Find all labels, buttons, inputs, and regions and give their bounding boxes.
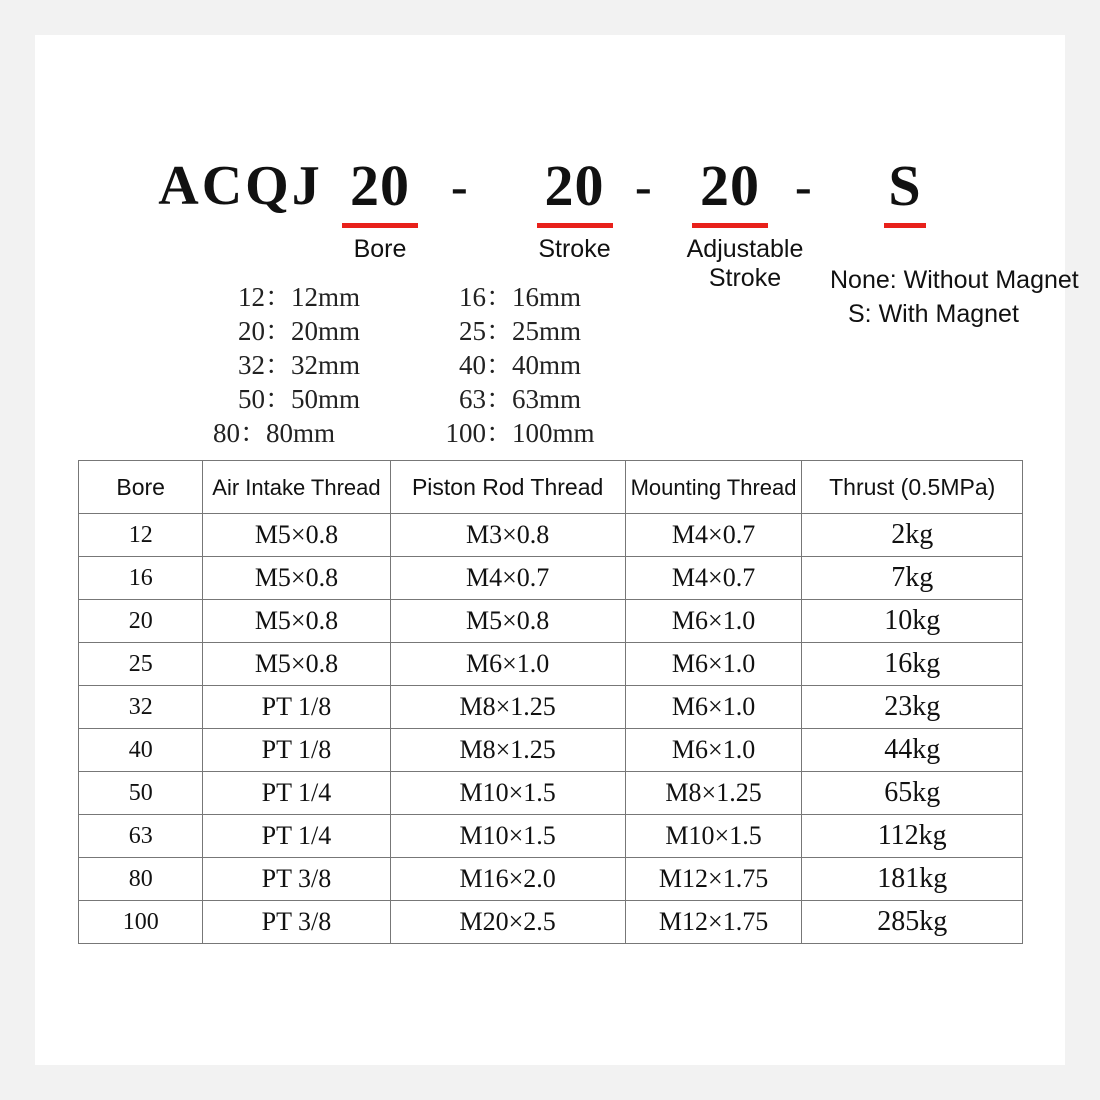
bore-code-1: 32 — [238, 350, 265, 380]
cell-bore: 20 — [79, 600, 203, 643]
column-header-air-intake-thread: Air Intake Thread — [203, 461, 390, 514]
column-header-bore: Bore — [79, 461, 203, 514]
cell-bore: 50 — [79, 772, 203, 815]
code-segment-bore — [325, 153, 435, 264]
code-label-stroke: Stroke — [538, 235, 611, 263]
cell-thrust: 23kg — [802, 686, 1023, 729]
cell-mounting-thread: M6×1.0 — [625, 643, 802, 686]
bore-colon: ： — [265, 282, 292, 312]
bore-code-1: 12 — [238, 282, 265, 312]
bore-colon: ： — [486, 282, 513, 312]
bore-code-1: 80 — [213, 418, 240, 448]
cell-piston-rod-thread: M6×1.0 — [390, 643, 625, 686]
cell-air-intake-thread: PT 1/4 — [203, 772, 390, 815]
cell-mounting-thread: M6×1.0 — [625, 729, 802, 772]
cell-air-intake-thread: PT 1/4 — [203, 815, 390, 858]
table-header — [79, 461, 1023, 514]
bore-option-row — [185, 411, 665, 448]
column-header-piston-rod-thread: Piston Rod Thread — [390, 461, 625, 514]
cell-mounting-thread: M4×0.7 — [625, 557, 802, 600]
bore-colon: ： — [486, 316, 513, 346]
cell-air-intake-thread: PT 1/8 — [203, 686, 390, 729]
bore-code-2: 40 — [459, 350, 486, 380]
cell-thrust: 285kg — [802, 901, 1023, 944]
cell-mounting-thread: M6×1.0 — [625, 600, 802, 643]
code-token-adjustable-stroke: 20 — [700, 153, 760, 218]
cell-air-intake-thread: PT 3/8 — [203, 858, 390, 901]
bore-code-2: 63 — [459, 384, 486, 414]
cell-bore: 63 — [79, 815, 203, 858]
bore-colon: ： — [265, 384, 292, 414]
cell-thrust: 10kg — [802, 600, 1023, 643]
cell-piston-rod-thread: M10×1.5 — [390, 815, 625, 858]
bore-value-2: 63mm — [512, 384, 582, 414]
bore-option-row — [185, 343, 665, 380]
bore-value-1: 80mm — [266, 418, 336, 448]
code-segment-adjustable-stroke — [670, 153, 804, 293]
code-label-adjustable-stroke: Adjustable Stroke — [686, 235, 804, 292]
cell-mounting-thread: M12×1.75 — [625, 901, 802, 944]
magnet-legend-with: S: With Magnet — [848, 300, 1019, 328]
cell-thrust: 44kg — [802, 729, 1023, 772]
bore-option-row — [185, 377, 665, 414]
code-token-stroke: 20 — [544, 153, 605, 218]
cell-mounting-thread: M8×1.25 — [625, 772, 802, 815]
cell-bore: 80 — [79, 858, 203, 901]
bore-colon: ： — [486, 350, 513, 380]
cell-mounting-thread: M10×1.5 — [625, 815, 802, 858]
cell-thrust: 7kg — [802, 557, 1023, 600]
code-segment-stroke — [517, 153, 632, 264]
cell-air-intake-thread: M5×0.8 — [203, 514, 390, 557]
code-underline-stroke — [537, 223, 613, 228]
table-row — [79, 858, 1023, 901]
magnet-legend — [830, 263, 1079, 331]
cell-piston-rod-thread: M10×1.5 — [390, 772, 625, 815]
bore-colon: ： — [265, 350, 292, 380]
cell-thrust: 65kg — [802, 772, 1023, 815]
cell-piston-rod-thread: M20×2.5 — [390, 901, 625, 944]
table-body — [79, 514, 1023, 944]
code-dash-3: - — [795, 158, 812, 214]
bore-code-1: 50 — [238, 384, 265, 414]
code-underline-adjustable-stroke — [692, 223, 768, 228]
bore-colon: ： — [486, 384, 513, 414]
cell-thrust: 2kg — [802, 514, 1023, 557]
bore-value-1: 50mm — [291, 384, 361, 414]
magnet-legend-none: None: Without Magnet — [830, 266, 1079, 294]
cell-piston-rod-thread: M8×1.25 — [390, 686, 625, 729]
code-token-prefix: ACQJ — [158, 155, 323, 217]
bore-option-row — [185, 309, 665, 346]
cell-piston-rod-thread: M4×0.7 — [390, 557, 625, 600]
bore-code-2: 25 — [459, 316, 486, 346]
bore-value-1: 32mm — [291, 350, 361, 380]
table-row — [79, 729, 1023, 772]
cell-thrust: 112kg — [802, 815, 1023, 858]
code-token-bore: 20 — [350, 153, 410, 218]
cell-bore: 16 — [79, 557, 203, 600]
cell-thrust: 16kg — [802, 643, 1023, 686]
bore-value-2: 25mm — [512, 316, 582, 346]
bore-value-2: 40mm — [512, 350, 582, 380]
table-row — [79, 772, 1023, 815]
cell-thrust: 181kg — [802, 858, 1023, 901]
column-header-mounting-thread: Mounting Thread — [625, 461, 802, 514]
specification-table — [78, 460, 1023, 944]
cell-mounting-thread: M12×1.75 — [625, 858, 802, 901]
spec-sheet-page — [35, 35, 1079, 1065]
bore-code-2: 100 — [445, 418, 486, 448]
code-label-bore: Bore — [353, 235, 407, 263]
cell-bore: 12 — [79, 514, 203, 557]
cell-piston-rod-thread: M8×1.25 — [390, 729, 625, 772]
table-row — [79, 686, 1023, 729]
bore-code-2: 16 — [459, 282, 486, 312]
code-segment-prefix — [153, 153, 328, 219]
bore-option-row — [185, 275, 665, 312]
code-underline-magnet — [884, 223, 926, 228]
table-row — [79, 600, 1023, 643]
cell-piston-rod-thread: M16×2.0 — [390, 858, 625, 901]
code-dash-1: - — [451, 158, 468, 214]
cell-air-intake-thread: PT 3/8 — [203, 901, 390, 944]
bore-value-1: 12mm — [291, 282, 361, 312]
bore-value-1: 20mm — [291, 316, 361, 346]
cell-bore: 40 — [79, 729, 203, 772]
cell-bore: 32 — [79, 686, 203, 729]
table-header-row — [79, 461, 1023, 514]
cell-mounting-thread: M6×1.0 — [625, 686, 802, 729]
code-underline-bore — [342, 223, 418, 228]
bore-colon: ： — [240, 418, 267, 448]
bore-value-2: 100mm — [512, 418, 595, 448]
code-segment-magnet — [865, 153, 945, 228]
table-row — [79, 815, 1023, 858]
cell-mounting-thread: M4×0.7 — [625, 514, 802, 557]
table-row — [79, 557, 1023, 600]
bore-code-1: 20 — [238, 316, 265, 346]
cell-piston-rod-thread: M3×0.8 — [390, 514, 625, 557]
cell-bore: 25 — [79, 643, 203, 686]
bore-value-2: 16mm — [512, 282, 582, 312]
bore-colon: ： — [265, 316, 292, 346]
code-token-magnet: S — [888, 153, 922, 218]
column-header-thrust: Thrust (0.5MPa) — [802, 461, 1023, 514]
cell-air-intake-thread: M5×0.8 — [203, 600, 390, 643]
cell-air-intake-thread: M5×0.8 — [203, 643, 390, 686]
code-dash-2: - — [635, 158, 652, 214]
table-row — [79, 643, 1023, 686]
cell-air-intake-thread: PT 1/8 — [203, 729, 390, 772]
cell-piston-rod-thread: M5×0.8 — [390, 600, 625, 643]
table-row — [79, 514, 1023, 557]
table-row — [79, 901, 1023, 944]
cell-air-intake-thread: M5×0.8 — [203, 557, 390, 600]
cell-bore: 100 — [79, 901, 203, 944]
bore-option-list — [185, 275, 665, 448]
bore-colon: ： — [486, 418, 513, 448]
